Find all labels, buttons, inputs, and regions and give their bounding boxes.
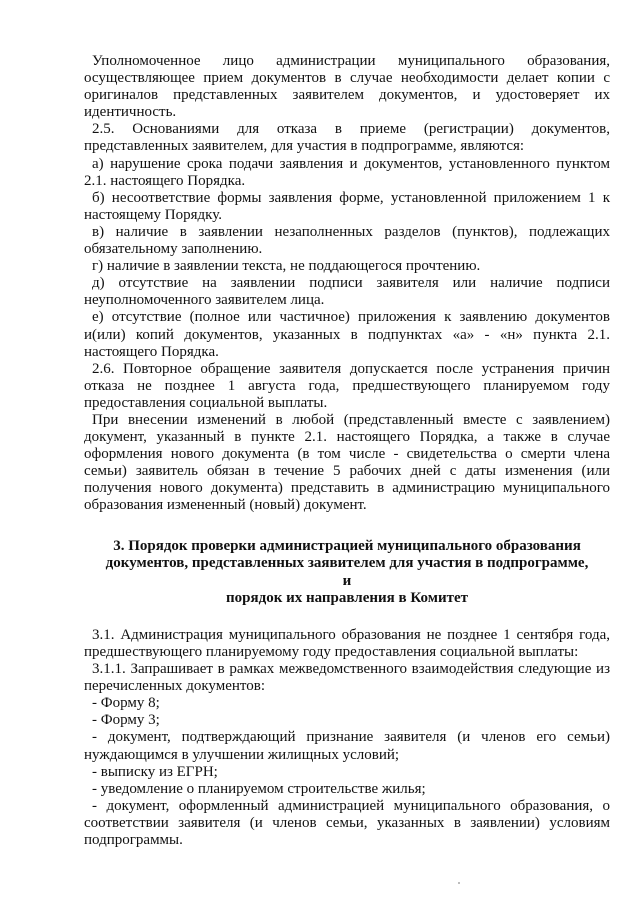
paragraph-2-5-d: д) отсутствие на заявлении подписи заявителя или наличие подписи неуполномоченного заявителем лица. <box>84 275 610 309</box>
heading-line-1: 3. Порядок проверки администрацией муниципального образования <box>113 537 581 554</box>
scan-speck <box>458 882 460 884</box>
paragraph-copies: Уполномоченное лицо администрации муниципального образования, осуществляющее прием документов в случае необходимости делает копии с оригиналов представленных заявителем документов, и удостоверяет их идентичность. <box>84 53 610 121</box>
section-3-heading <box>84 538 610 608</box>
list-item-form-8: - Форму 8; <box>92 695 160 712</box>
list-item-housing-need: - документ, подтверждающий признание заявителя (и членов его семьи) нуждающимся в улучшении жилищных условий; <box>84 729 610 763</box>
paragraph-changes: При внесении изменений в любой (представленный вместе с заявлением) документ, указанный в пункте 2.1. настоящего Порядка, а также в случае оформления нового документа (в том числе - свидетельства о смерти члена семьи) заявитель обязан в течение 5 рабочих дней с даты изменения (или получения нового документа) представить в администрацию муниципального образования измененный (новый) документ. <box>84 411 610 514</box>
paragraph-2-5-v: в) наличие в заявлении незаполненных разделов (пунктов), подлежащих обязательному заполнению. <box>84 223 610 258</box>
paragraph-2-5-b: б) несоответствие формы заявления форме, установленной приложением 1 к настоящему Порядку. <box>84 189 610 223</box>
list-item-egrn: - выписку из ЕГРН; <box>92 763 218 780</box>
paragraph-2-5-e: е) отсутствие (полное или частичное) приложения к заявлению документов и(или) копий документов, указанных в подпунктах «а» - «н» пункта 2.1. настоящего Порядка. <box>84 309 610 360</box>
document-page <box>84 53 610 849</box>
list-item-form-3: - Форму 3; <box>92 712 160 729</box>
paragraph-2-5-a: а) нарушение срока подачи заявления и документов, установленного пунктом 2.1. настоящего Порядка. <box>84 155 610 189</box>
heading-line-2: документов, представленных заявителем для участия в подпрограмме, и <box>105 555 589 589</box>
list-item-construction-notice: - уведомление о планируемом строительстве жилья; <box>92 780 426 797</box>
paragraph-3-1: 3.1. Администрация муниципального образования не позднее 1 сентября года, предшествующего планируемому году предоставления социальной выплаты: <box>84 626 610 660</box>
paragraph-2-5: 2.5. Основаниями для отказа в приеме (регистрации) документов, представленных заявителем, для участия в подпрограмме, являются: <box>84 121 610 155</box>
paragraph-2-5-g: г) наличие в заявлении текста, не поддающегося прочтению. <box>92 258 481 275</box>
paragraph-2-6: 2.6. Повторное обращение заявителя допускается после устранения причин отказа не позднее 1 августа года, предшествующего планируемом году предоставления социальной выплаты. <box>84 360 610 411</box>
heading-line-3: порядок их направления в Комитет <box>226 590 468 607</box>
list-item-conformity-doc: - документ, оформленный администрацией муниципального образования, о соответствии заявителя (и членов семьи, указанных в заявлении) условиям подпрограммы. <box>84 797 610 849</box>
paragraph-3-1-1: 3.1.1. Запрашивает в рамках межведомственного взаимодействия следующие из перечисленных документов: <box>84 661 610 695</box>
